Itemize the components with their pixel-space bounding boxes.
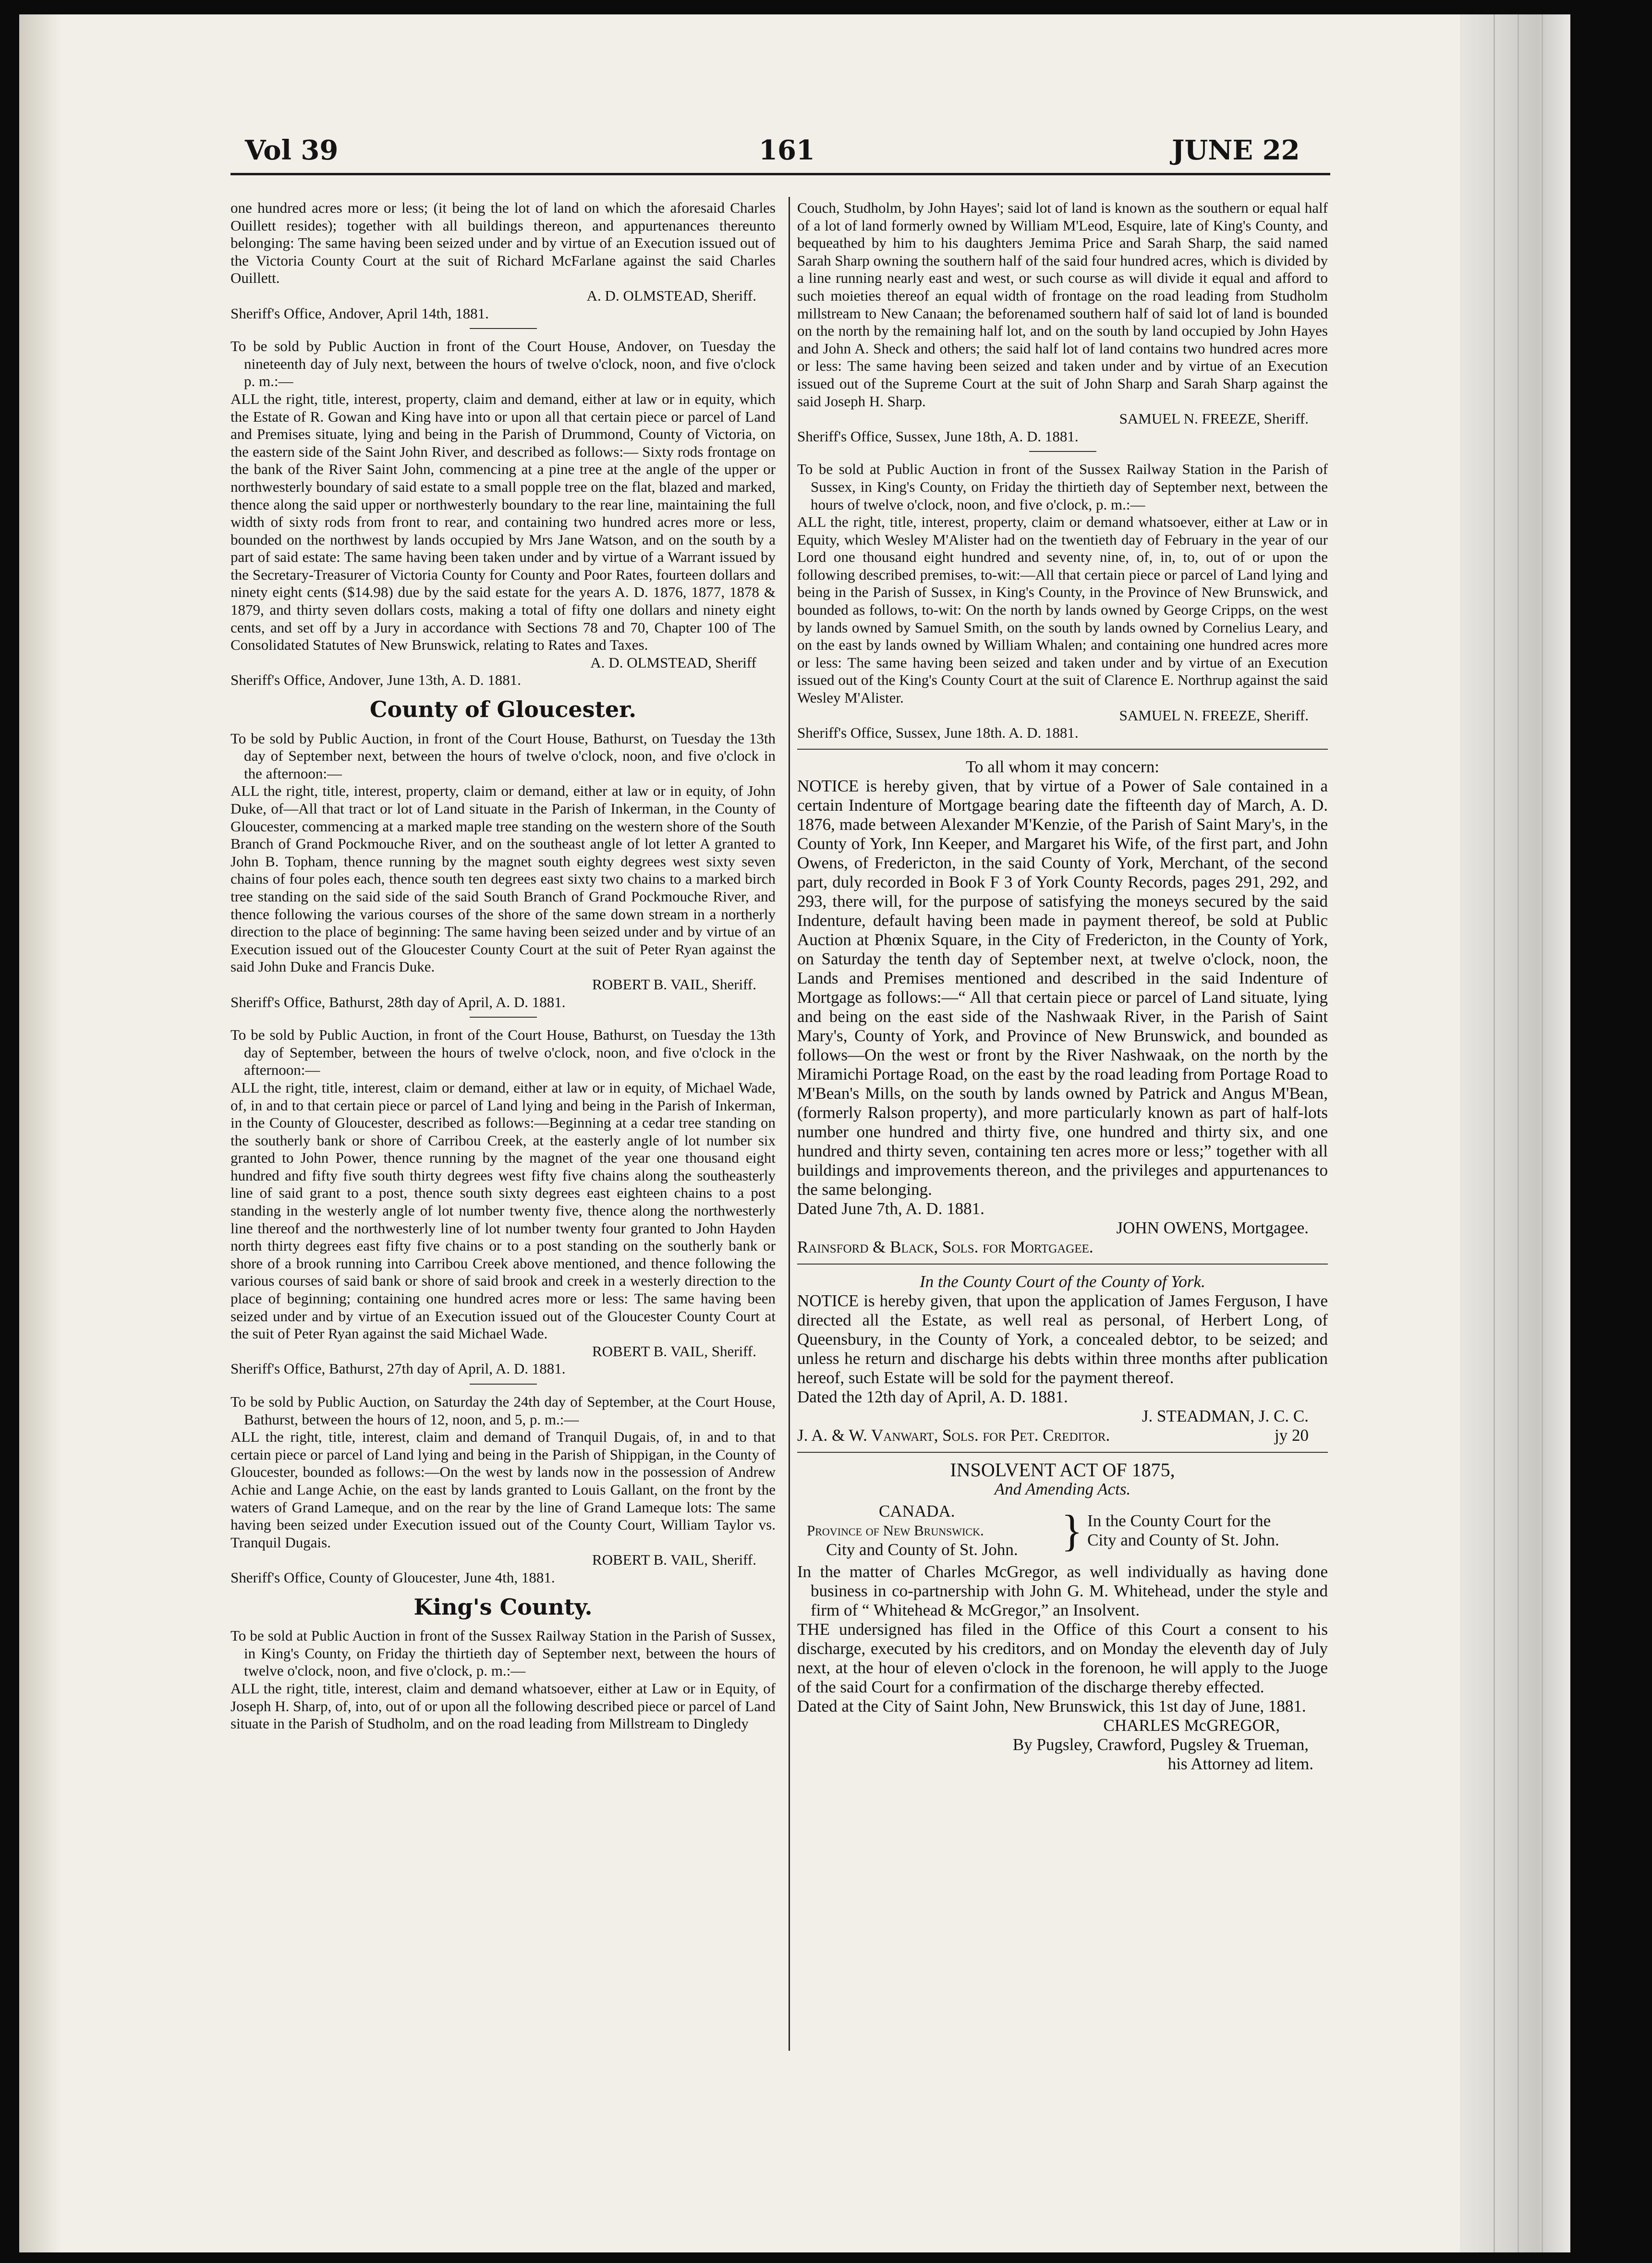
mortgage-dated: Dated June 7th, A. D. 1881. (797, 1199, 984, 1218)
notice-body: one hundred acres more or less; (it being the lot of land on which the aforesaid Charles Ouillett resides); together with all buildings thereon, and appurtenances thereunto belonging: The same having been seized under and by virtue of an Execution issued out of the Victoria County Court at the suit of Richard McFarlane against the said Charles Ouillett. (231, 199, 776, 287)
mortgage-notice (797, 757, 1328, 1257)
section-rule (797, 1452, 1328, 1453)
york-court-heading: In the County Court of the County of York. (920, 1272, 1205, 1291)
notice-body: ALL the right, title, interest, property, claim and demand, either at law or in equity, which the Estate of R. Gowan and King have into or upon all that certain piece or parcel of Land and Premises situate, lying and being in the Parish of Drummond, County of Victoria, on the eastern side of the Saint John River, and described as follows:— Sixty rods frontage on the bank of the River Saint John, commencing at a pine tree at the angle of the upper or northwesterly boundary of said estate to a small popple tree on the flat, blazed and marked, thence along the said upper or northwesterly boundary to the rear line, maintaining the full width of sixty rods from front to rear, and containing two hundred acres more or less, bounded on the northwest by lands occupied by Mrs Jane Watson, and on the south by a part of said estate: The same having been taken under and by virtue of a Warrant issued by the Secretary-Treasurer of Victoria County for County and Poor Rates, fourteen dollars and ninety eight cents ($14.98) due by the said estate for the years A. D. 1876, 1877, 1878 & 1879, and thirty seven dollars costs, making a total of fifty one dollars and ninety eight cents, and set off by a Jury in accordance with Sections 78 and 70, Chapter 100 of The Consolidated Statutes of New Brunswick, relating to Rates and Taxes. (231, 390, 776, 654)
insolvent-attorneys: By Pugsley, Crawford, Pugsley & Trueman, (1012, 1735, 1309, 1754)
page-number: 161 (759, 134, 815, 166)
section-title-kings: King's County. (413, 1594, 593, 1620)
edge-line (1542, 14, 1543, 2252)
insolvent-signature: CHARLES McGREGOR, (1103, 1716, 1280, 1735)
jurisdiction-left (797, 1502, 1057, 1559)
insolvent-subtitle: And Amending Acts. (994, 1479, 1131, 1498)
judge-signature: J. STEADMAN, J. C. C. (1142, 1406, 1309, 1425)
york-court-body: NOTICE is hereby given, that upon the application of James Ferguson, I have directed all the Estate, as well real as personal, of Herbert Long, of Queensbury, in the County of York, a concealed debtor, to be seized; and unless he return and discharge his debts within three months after publication hereof, such Estate will be sold for the payment thereof. (797, 1291, 1328, 1387)
notice-intro: To be sold by Public Auction, in front of the Court House, Bathurst, on Tuesday the 13th day of September next, between the hours of twelve o'clock, noon, and five o'clock in the afternoon:— (231, 730, 776, 782)
mortgage-body: NOTICE is hereby given, that by virtue of a Power of Sale contained in a certain Indenture of Mortgage bearing date the fifteenth day of March, A. D. 1876, made between Alexander M'Kenzie, of the Parish of Saint Mary's, in the County of York, Inn Keeper, and Margaret his Wife, of the first part, and John Owens, of Fredericton, in the said County of York, Merchant, of the second part, duly recorded in Book F 3 of York County Records, pages 291, 292, and 293, there will, for the purpose of satisfying the moneys secured by the said Indenture, default having been made in payment thereof, be sold at Public Auction at Phœnix Square, in the City of Fredericton, in the County of York, on Saturday the tenth day of September next, at twelve o'clock, noon, the Lands and Premises mentioned and described in the said Indenture of Mortgage as follows:—“ All that certain piece or parcel of Land situate, lying and being on the east side of the Nashwaak River, in the Parish of Saint Mary's, County of York, and Province of New Brunswick, and bounded as follows—On the west or front by the River Nashwaak, on the north by the Miramichi Portage Road, on the east by the road leading from Portage Road to M'Bean's Mills, on the south by lands owned by Patrick and Angus M'Bean, (formerly Ralson property), and more particularly known as part of half-lots number one hundred and thirty five, one hundred and thirty six, and one hundred and thirty seven, containing ten acres more or less;” together with all buildings and improvements thereon, and the privileges and appurtenances to the same belonging. (797, 776, 1328, 1199)
solicitors-row (797, 1426, 1328, 1445)
right-column (797, 199, 1328, 1774)
court-line-1: In the County Court for the (1087, 1511, 1271, 1530)
notice-intro: To be sold at Public Auction in front of the Sussex Railway Station in the Parish of Sussex, in King's County, on Friday the thirtieth day of September next, between the hours of twelve o'clock, noon, and five o'clock, p. m.:— (231, 1627, 776, 1679)
sheriff-signature: ROBERT B. VAIL, Sheriff. (592, 1551, 756, 1569)
volume-label: Vol 39 (245, 134, 339, 166)
mortgage-solicitors: Rainsford & Black, Sols. for Mortgagee. (797, 1237, 1093, 1256)
notice-body: ALL the right, title, interest, claim and demand of Tranquil Dugais, of, in and to that certain piece or parcel of Land lying and being in the Parish of Shippigan, in the County of Gloucester, bounded as follows:—On the west by lands now in the possession of Andrew Achie and Lange Achie, on the east by lands granted to Louis Gallant, on the front by the waters of Grand Lameque, and on the rear by the line of Grand Lameque lots: The same having been seized under Execution issued out of the County Court, William Taylor vs. Tranquil Dugais. (231, 1428, 776, 1551)
canada-label: CANADA. (879, 1501, 955, 1521)
insolvent-body: THE undersigned has filed in the Office of this Court a consent to his discharge, executed by his creditors, and on Monday the eleventh day of July next, at the hour of eleven o'clock in the forenoon, he will apply to the Juoge of the said Court for a confirmation of the discharge thereby effected. (797, 1619, 1328, 1696)
notice-intro: To be sold by Public Auction, on Saturday the 24th day of September, at the Court House, Bathurst, between the hours of 12, noon, and 5, p. m.:— (231, 1393, 776, 1428)
notice-body: ALL the right, title, interest, property, claim or demand, either at law or in equity, of John Duke, of—All that tract or lot of Land situate in the Parish of Inkerman, in the County of Gloucester, commencing at a marked maple tree standing on the western shore of the South Branch of Grand Pockmouche River, and on the southeast angle of lot letter A granted to John B. Topham, thence running by the magnet south eighty degrees west sixty seven chains of four poles each, thence south ten degrees east sixty two chains to a marked birch tree standing on the said side of the said South Branch of Grand Pockmouche River, and thence following the various courses of the shore of the same down stream in a northerly direction to the place of beginning: The same having been seized under and by virtue of an Execution issued out of the Gloucester County Court at the suit of Peter Ryan against the said John Duke and Francis Duke. (231, 782, 776, 975)
jurisdiction-right (1087, 1511, 1328, 1550)
notice-body: ALL the right, title, interest, claim and demand whatsoever, either at Law or in Equity, of Joseph H. Sharp, of, into, out of or upon all the following described piece or parcel of Land situate in the Parish of Studholm, and on the road leading from Millstream to Dingledy (231, 1679, 776, 1732)
edge-line (1494, 14, 1495, 2252)
sheriff-office-line: Sheriff's Office, Bathurst, 28th day of April, A. D. 1881. (231, 993, 566, 1010)
notice-body: ALL the right, title, interest, claim or demand, either at law or in equity, of Michael Wade, of, in and to that certain piece or parcel of Land lying and being in the Parish of Inkerman, in the County of Gloucester, described as follows:—Beginning at a cedar tree standing on the southerly bank or shore of Carribou Creek, at the easterly angle of lot number six granted to John Power, thence running by the magnet of the year one thousand eight hundred and fifty five south thirty degrees west fifty five chains along the southeasterly line of said grant to a post, thence south sixty degrees east eighteen chains to a post standing in the westerly angle of lot number twenty five, thence along the northwesterly line thereof and the northwesterly line of lot number twenty four granted to John Hayden north thirty degrees east fifty five chains or to a post standing on the southerly bank or shore of a brook running into Carribou Creek above mentioned, and thence following the various courses of said bank or shore of said brook and creek in a westerly direction to the place of beginning; containing one hundred acres more or less: The same having been seized under and by virtue of an Execution issued out of the Gloucester County Court at the suit of Peter Ryan against the said Michael Wade. (231, 1079, 776, 1342)
sheriff-signature: SAMUEL N. FREEZE, Sheriff. (1119, 410, 1309, 427)
court-line-2: City and County of St. John. (1087, 1530, 1279, 1549)
sheriff-office-line: Sheriff's Office, Sussex, June 18th, A. D. 1881. (797, 427, 1079, 445)
edge-line (1518, 14, 1519, 2252)
mortgage-heading: To all whom it may concern: (966, 757, 1159, 776)
newspaper-page (19, 14, 1570, 2252)
sheriff-office-line: Sheriff's Office, Andover, June 13th, A. D. 1881. (231, 671, 522, 689)
insolvent-attorney-line: his Attorney ad litem. (1167, 1754, 1313, 1773)
sheriff-office-line: Sheriff's Office, Bathurst, 27th day of April, A. D. 1881. (231, 1360, 566, 1377)
short-rule (470, 328, 537, 329)
york-court-solicitors: J. A. & W. Vanwart, Sols. for Pet. Creditor. (797, 1425, 1110, 1445)
left-column (231, 199, 776, 1733)
section-rule (797, 749, 1328, 750)
insolvent-matter: In the matter of Charles McGregor, as well individually as having done business in co-partnership with John G. M. Whitehead, under the style and firm of “ Whitehead & McGregor,” an Insolvent. (797, 1562, 1328, 1619)
sheriff-office-line: Sheriff's Office, County of Gloucester, June 4th, 1881. (231, 1569, 555, 1586)
short-rule (1029, 451, 1096, 452)
notice-intro: To be sold at Public Auction in front of the Sussex Railway Station in the Parish of Sussex, in King's County, on Friday the thirtieth day of September next, between the hours of twelve o'clock, noon, and five o'clock, p. m.:— (797, 461, 1328, 513)
page-stack-edge (1460, 14, 1570, 2252)
jurisdiction-block (797, 1502, 1328, 1559)
short-rule (470, 1017, 537, 1018)
province-label: Province of New Brunswick. (807, 1521, 984, 1539)
insolvent-title: INSOLVENT ACT OF 1875, (950, 1459, 1175, 1481)
issue-date: JUNE 22 (1172, 134, 1300, 166)
insertion-code: jy 20 (1275, 1425, 1309, 1445)
notice-body: Couch, Studholm, by John Hayes'; said lot of land is known as the southern or equal half of a lot of land formerly owned by William M'Leod, Esquire, late of King's County, and bequeathed by him to his daughters Jemima Price and Sarah Sharp, the said named Sarah Sharp owning the southern half of the said four hundred acres, which is divided by a line running nearly east and west, or such course as will divide it equal and afford to such moieties thereof an equal width of frontage on the road leading from Studholm millstream to New Canaan; the beforenamed southern half of said lot of land is bounded on the north by the remaining half lot, and on the south by land occupied by John Hayes and John A. Sheck and others; the said half lot of land contains two hundred acres more or less: The same having been seized and taken under and by virtue of an Execution issued out of the Supreme Court at the suit of John Sharp and Sarah Sharp against the said Joseph H. Sharp. (797, 199, 1328, 410)
sheriff-office-line: Sheriff's Office, Andover, April 14th, 1881. (231, 304, 489, 322)
binding-shadow (19, 14, 62, 2252)
notice-body: ALL the right, title, interest, property, claim or demand whatsoever, either at Law or in Equity, which Wesley M'Alister had on the twentieth day of February in the year of our Lord one thousand eight hundred and seventy nine, of, in, to, out of or upon the following described premises, to-wit:—All that certain piece or parcel of Land lying and being in the Parish of Sussex, in King's County, in the Province of New Brunswick, and bounded as follows, to-wit: On the north by lands owned by George Cripps, on the west by lands owned by Samuel Smith, on the south by lands owned by Cornelius Leary, and on the east by lands owned by William Whalen; and containing one hundred acres more or less: The same having been seized and taken under and by virtue of an Execution issued out of the King's County Court at the suit of Clarence E. Northrup against the said Wesley M'Alister. (797, 513, 1328, 706)
section-title-gloucester: County of Gloucester. (369, 696, 637, 723)
section-rule (797, 1264, 1328, 1265)
column-rule (789, 197, 790, 2051)
york-court-notice (797, 1272, 1328, 1445)
notice-intro: To be sold by Public Auction in front of the Court House, Andover, on Tuesday the nineteenth day of July next, between the hours of twelve o'clock, noon, and five o'clock p. m.:— (231, 338, 776, 390)
notice-intro: To be sold by Public Auction, in front of the Court House, Bathurst, on Tuesday the 13th day of September, between the hours of twelve o'clock, noon, and five o'clock in the afternoon:— (231, 1026, 776, 1079)
sheriff-signature: A. D. OLMSTEAD, Sheriff. (586, 287, 756, 304)
sheriff-office-line: Sheriff's Office, Sussex, June 18th. A. D. 1881. (797, 724, 1079, 742)
york-court-dated: Dated the 12th day of April, A. D. 1881. (797, 1387, 1068, 1406)
brace-glyph: } (1061, 1506, 1083, 1555)
sheriff-signature: SAMUEL N. FREEZE, Sheriff. (1119, 706, 1309, 724)
insolvent-dated: Dated at the City of Saint John, New Brunswick, this 1st day of June, 1881. (797, 1696, 1306, 1716)
mortgagee-signature: JOHN OWENS, Mortgagee. (1116, 1218, 1309, 1237)
sheriff-signature: A. D. OLMSTEAD, Sheriff (590, 654, 756, 671)
sheriff-signature: ROBERT B. VAIL, Sheriff. (592, 1342, 756, 1360)
insolvent-notice (797, 1460, 1328, 1774)
short-rule (470, 1384, 537, 1385)
sheriff-signature: ROBERT B. VAIL, Sheriff. (592, 975, 756, 993)
city-label: City and County of St. John. (826, 1540, 1018, 1559)
header-rule (231, 173, 1330, 175)
